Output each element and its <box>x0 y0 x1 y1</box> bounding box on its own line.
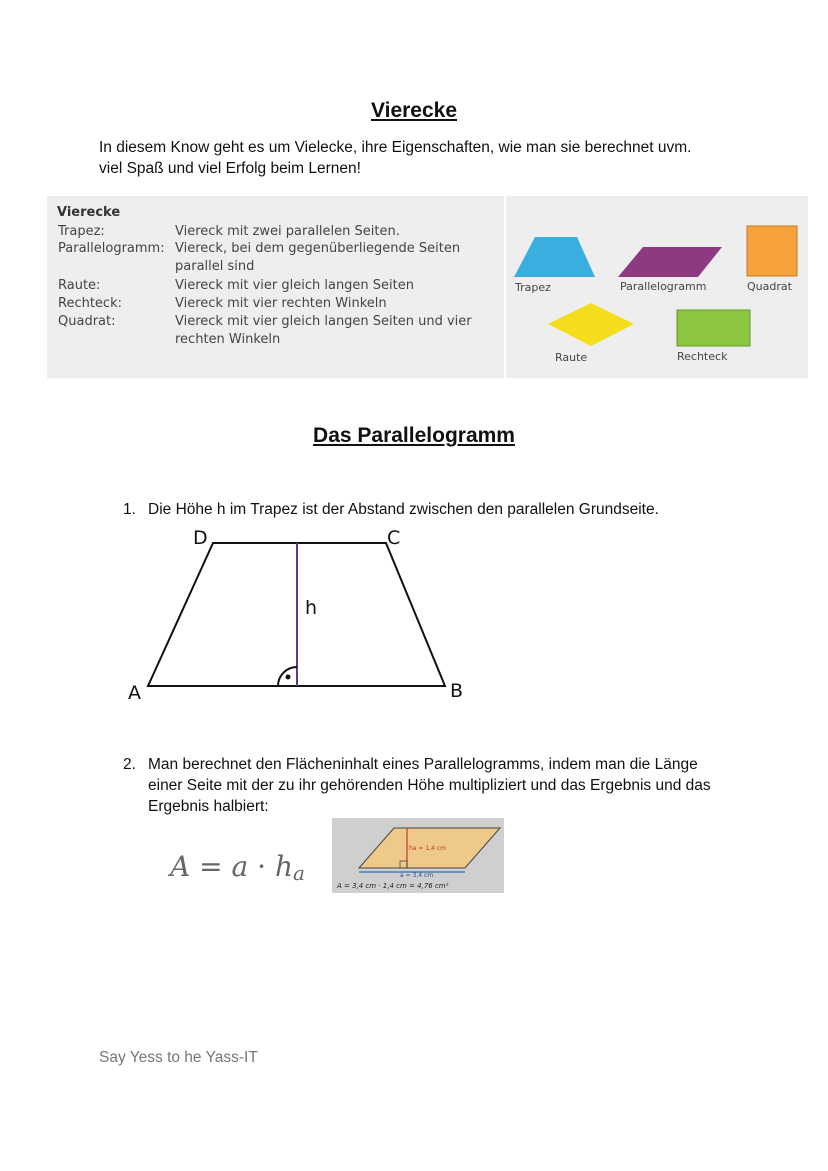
term-parallelogramm: Parallelogramm: <box>58 241 165 256</box>
term-rechteck: Rechteck: <box>58 296 122 311</box>
item2-text: Man berechnet den Flächeninhalt eines Parallelogramms, indem man die Länge einer Seite mit der zu ihr gehörenden Höhe multipliziert und das Ergebnis und das Ergebnis halbiert: <box>148 756 711 815</box>
formula-h: h <box>274 850 293 883</box>
def-raute: Viereck mit vier gleich langen Seiten <box>175 278 414 293</box>
definition-list <box>47 196 502 378</box>
vertex-a-label: A <box>128 682 141 704</box>
shapes-panel <box>506 196 808 378</box>
rechteck-label: Rechteck <box>677 350 728 363</box>
example-base-label: a = 3,4 cm <box>400 872 434 879</box>
page-title: Vierecke <box>370 99 458 122</box>
vertex-b-label: B <box>450 680 464 702</box>
table-title: Vierecke <box>57 205 121 220</box>
example-height-label: ha = 1,4 cm <box>409 845 446 852</box>
footer: Say Yess to he Yass-IT <box>99 1049 258 1066</box>
formula-dot: · <box>257 850 267 883</box>
item1-number: 1. <box>123 501 136 518</box>
parallelogramm-shape <box>618 247 722 277</box>
formula-a: a <box>231 850 249 883</box>
trapez-shape <box>514 237 595 277</box>
parallelogramm-label: Parallelogramm <box>620 280 707 293</box>
term-quadrat: Quadrat: <box>58 314 116 329</box>
item1-text: Die Höhe h im Trapez ist der Abstand zwischen den parallelen Grundseite. <box>148 501 659 518</box>
item2-number: 2. <box>123 756 136 773</box>
vertex-d-label: D <box>193 527 208 549</box>
quadrat-label: Quadrat <box>747 280 792 293</box>
intro-paragraph: In diesem Know geht es um Vielecke, ihre Eigenschaften, wie man sie berechnet uvm. viel Spaß und viel Erfolg beim Lernen! <box>99 139 692 177</box>
def-parallelogramm: Viereck, bei dem gegenüberliegende Seiten parallel sind <box>175 241 461 274</box>
formula-subscript: a <box>292 861 305 885</box>
trapez-figure <box>120 522 480 707</box>
example-image <box>332 818 504 893</box>
example-area-label: A = 3,4 cm · 1,4 cm = 4,76 cm² <box>337 882 449 890</box>
section-title: Das Parallelogramm <box>313 424 515 447</box>
def-rechteck: Viereck mit vier rechten Winkeln <box>175 296 387 311</box>
formula-a-area: A <box>170 850 191 883</box>
term-raute: Raute: <box>58 278 101 293</box>
def-trapez: Viereck mit zwei parallelen Seiten. <box>175 224 400 239</box>
formula-equals: = <box>199 850 223 883</box>
raute-shape <box>548 303 634 346</box>
quadrilateral-table <box>47 196 808 378</box>
height-label: h <box>305 597 318 619</box>
quadrat-shape <box>747 226 797 276</box>
raute-label: Raute <box>555 351 588 364</box>
rechteck-shape <box>677 310 750 346</box>
area-formula <box>170 850 305 883</box>
right-angle-dot <box>286 675 291 680</box>
vertex-c-label: C <box>387 527 401 549</box>
term-trapez: Trapez: <box>58 224 105 239</box>
def-quadrat: Viereck mit vier gleich langen Seiten und vier rechten Winkeln <box>175 314 472 347</box>
trapez-label: Trapez <box>515 281 551 294</box>
